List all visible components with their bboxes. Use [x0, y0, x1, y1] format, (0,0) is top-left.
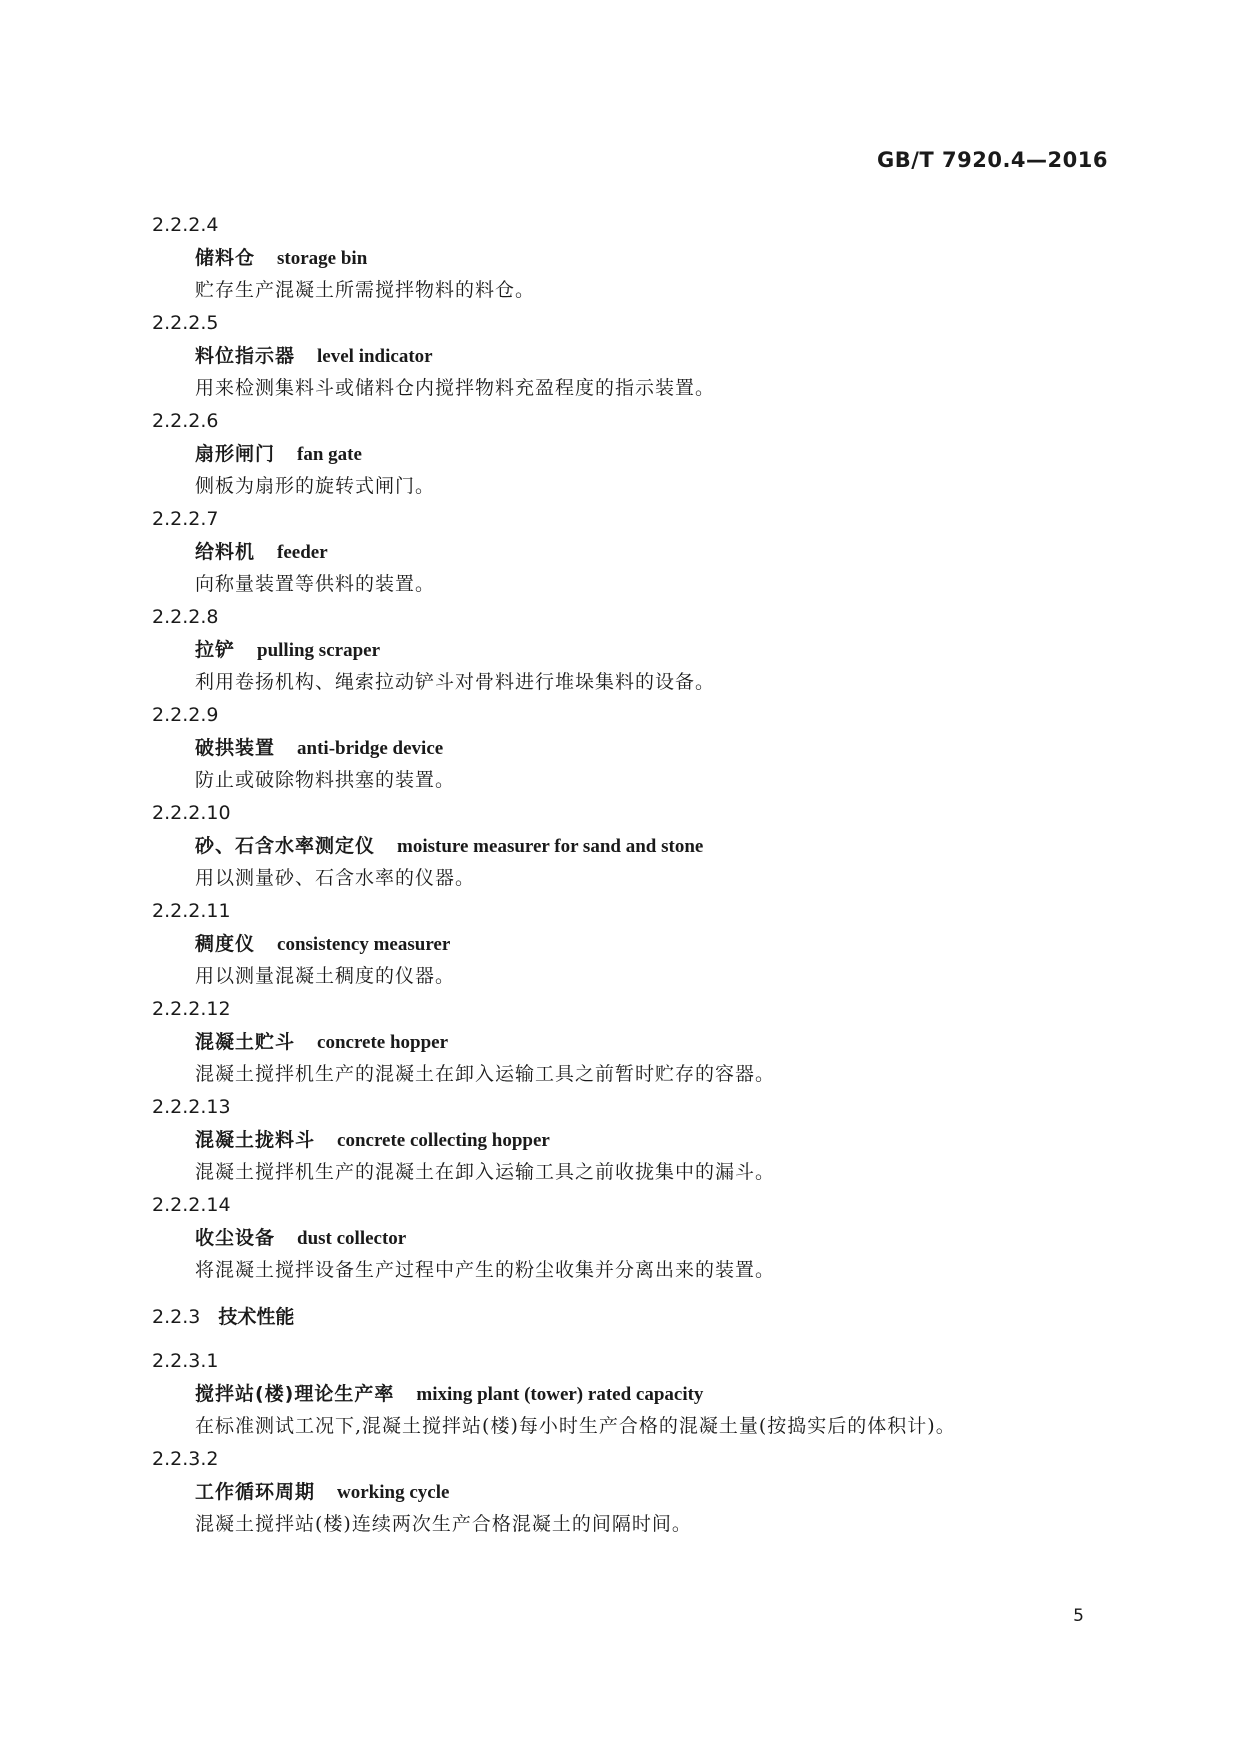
subsection-title: 技术性能 [218, 1306, 295, 1328]
entry-definition: 将混凝土搅拌设备生产过程中产生的粉尘收集并分离出来的装置。 [195, 1259, 776, 1281]
entry-number: 2.2.2.12 [152, 998, 231, 1020]
term-zh: 混凝土拢料斗 [195, 1129, 316, 1151]
entry-term [195, 928, 1110, 960]
entry-term [195, 1026, 1110, 1058]
term-en: working cycle [337, 1482, 450, 1503]
entry-term [195, 830, 1110, 862]
entry-number: 2.2.2.13 [152, 1096, 231, 1118]
term-zh: 给料机 [195, 541, 256, 563]
term-zh: 工作循环周期 [195, 1481, 316, 1503]
entry-definition: 在标准测试工况下,混凝土搅拌站(楼)每小时生产合格的混凝土量(按捣实后的体积计)。 [195, 1415, 956, 1437]
entry-definition: 混凝土搅拌机生产的混凝土在卸入运输工具之前收拢集中的漏斗。 [195, 1161, 776, 1183]
page-body [150, 208, 1110, 1540]
entry-number: 2.2.2.7 [152, 508, 219, 530]
entry-term [195, 1476, 1110, 1508]
term-zh: 砂、石含水率测定仪 [195, 835, 376, 857]
term-en: concrete hopper [317, 1032, 449, 1053]
subsection-heading [152, 1300, 1110, 1334]
entry-term [195, 732, 1110, 764]
entry-number: 2.2.2.4 [152, 214, 219, 236]
term-entry [150, 306, 1110, 404]
entry-term [195, 1222, 1110, 1254]
subsection-number: 2.2.3 [152, 1306, 201, 1328]
term-entry [150, 502, 1110, 600]
entry-definition: 混凝土搅拌站(楼)连续两次生产合格混凝土的间隔时间。 [195, 1513, 692, 1535]
entry-term [195, 536, 1110, 568]
term-en: storage bin [277, 248, 368, 269]
term-entry [150, 404, 1110, 502]
entry-term [195, 1378, 1110, 1410]
term-zh: 破拱装置 [195, 737, 276, 759]
term-entry [150, 1188, 1110, 1286]
entry-number: 2.2.2.10 [152, 802, 231, 824]
term-en: pulling scraper [257, 640, 380, 661]
entry-number: 2.2.2.11 [152, 900, 231, 922]
term-en: moisture measurer for sand and stone [397, 836, 704, 857]
entry-definition: 混凝土搅拌机生产的混凝土在卸入运输工具之前暂时贮存的容器。 [195, 1063, 776, 1085]
entry-definition: 侧板为扇形的旋转式闸门。 [195, 475, 436, 497]
entry-definition: 利用卷扬机构、绳索拉动铲斗对骨料进行堆垛集料的设备。 [195, 671, 716, 693]
term-entry [150, 1344, 1110, 1442]
entry-number: 2.2.2.8 [152, 606, 219, 628]
entry-definition: 用以测量砂、石含水率的仪器。 [195, 867, 476, 889]
term-entry [150, 600, 1110, 698]
entry-term [195, 242, 1110, 274]
standard-number: GB/T 7920.4—2016 [876, 148, 1108, 172]
term-zh: 混凝土贮斗 [195, 1031, 296, 1053]
entry-definition: 防止或破除物料拱塞的装置。 [195, 769, 456, 791]
term-entry [150, 1442, 1110, 1540]
entry-term [195, 340, 1110, 372]
term-entry [150, 894, 1110, 992]
term-en: anti-bridge device [297, 738, 444, 759]
term-zh: 搅拌站(楼)理论生产率 [195, 1383, 395, 1405]
term-en: mixing plant (tower) rated capacity [416, 1384, 704, 1405]
entry-term [195, 1124, 1110, 1156]
entry-definition: 向称量装置等供料的装置。 [195, 573, 436, 595]
term-zh: 料位指示器 [195, 345, 296, 367]
term-entry [150, 992, 1110, 1090]
entry-number: 2.2.2.14 [152, 1194, 231, 1216]
term-zh: 稠度仪 [195, 933, 256, 955]
entry-number: 2.2.2.9 [152, 704, 219, 726]
entry-term [195, 634, 1110, 666]
term-en: feeder [277, 542, 328, 563]
term-en: dust collector [297, 1228, 407, 1249]
entry-number: 2.2.3.1 [152, 1350, 219, 1372]
page-number: 5 [1073, 1606, 1084, 1626]
term-en: level indicator [317, 346, 433, 367]
term-en: fan gate [297, 444, 362, 465]
term-zh: 储料仓 [195, 247, 256, 269]
entry-number: 2.2.2.5 [152, 312, 219, 334]
term-zh: 收尘设备 [195, 1227, 276, 1249]
term-entry [150, 208, 1110, 306]
entry-definition: 贮存生产混凝土所需搅拌物料的料仓。 [195, 279, 536, 301]
entry-definition: 用以测量混凝土稠度的仪器。 [195, 965, 456, 987]
entry-number: 2.2.2.6 [152, 410, 219, 432]
term-en: consistency measurer [277, 934, 451, 955]
term-en: concrete collecting hopper [337, 1130, 550, 1151]
term-zh: 拉铲 [195, 639, 236, 661]
term-zh: 扇形闸门 [195, 443, 276, 465]
entry-number: 2.2.3.2 [152, 1448, 219, 1470]
term-entry [150, 796, 1110, 894]
entry-term [195, 438, 1110, 470]
term-entry [150, 698, 1110, 796]
entry-definition: 用来检测集料斗或储料仓内搅拌物料充盈程度的指示装置。 [195, 377, 716, 399]
term-entry [150, 1090, 1110, 1188]
